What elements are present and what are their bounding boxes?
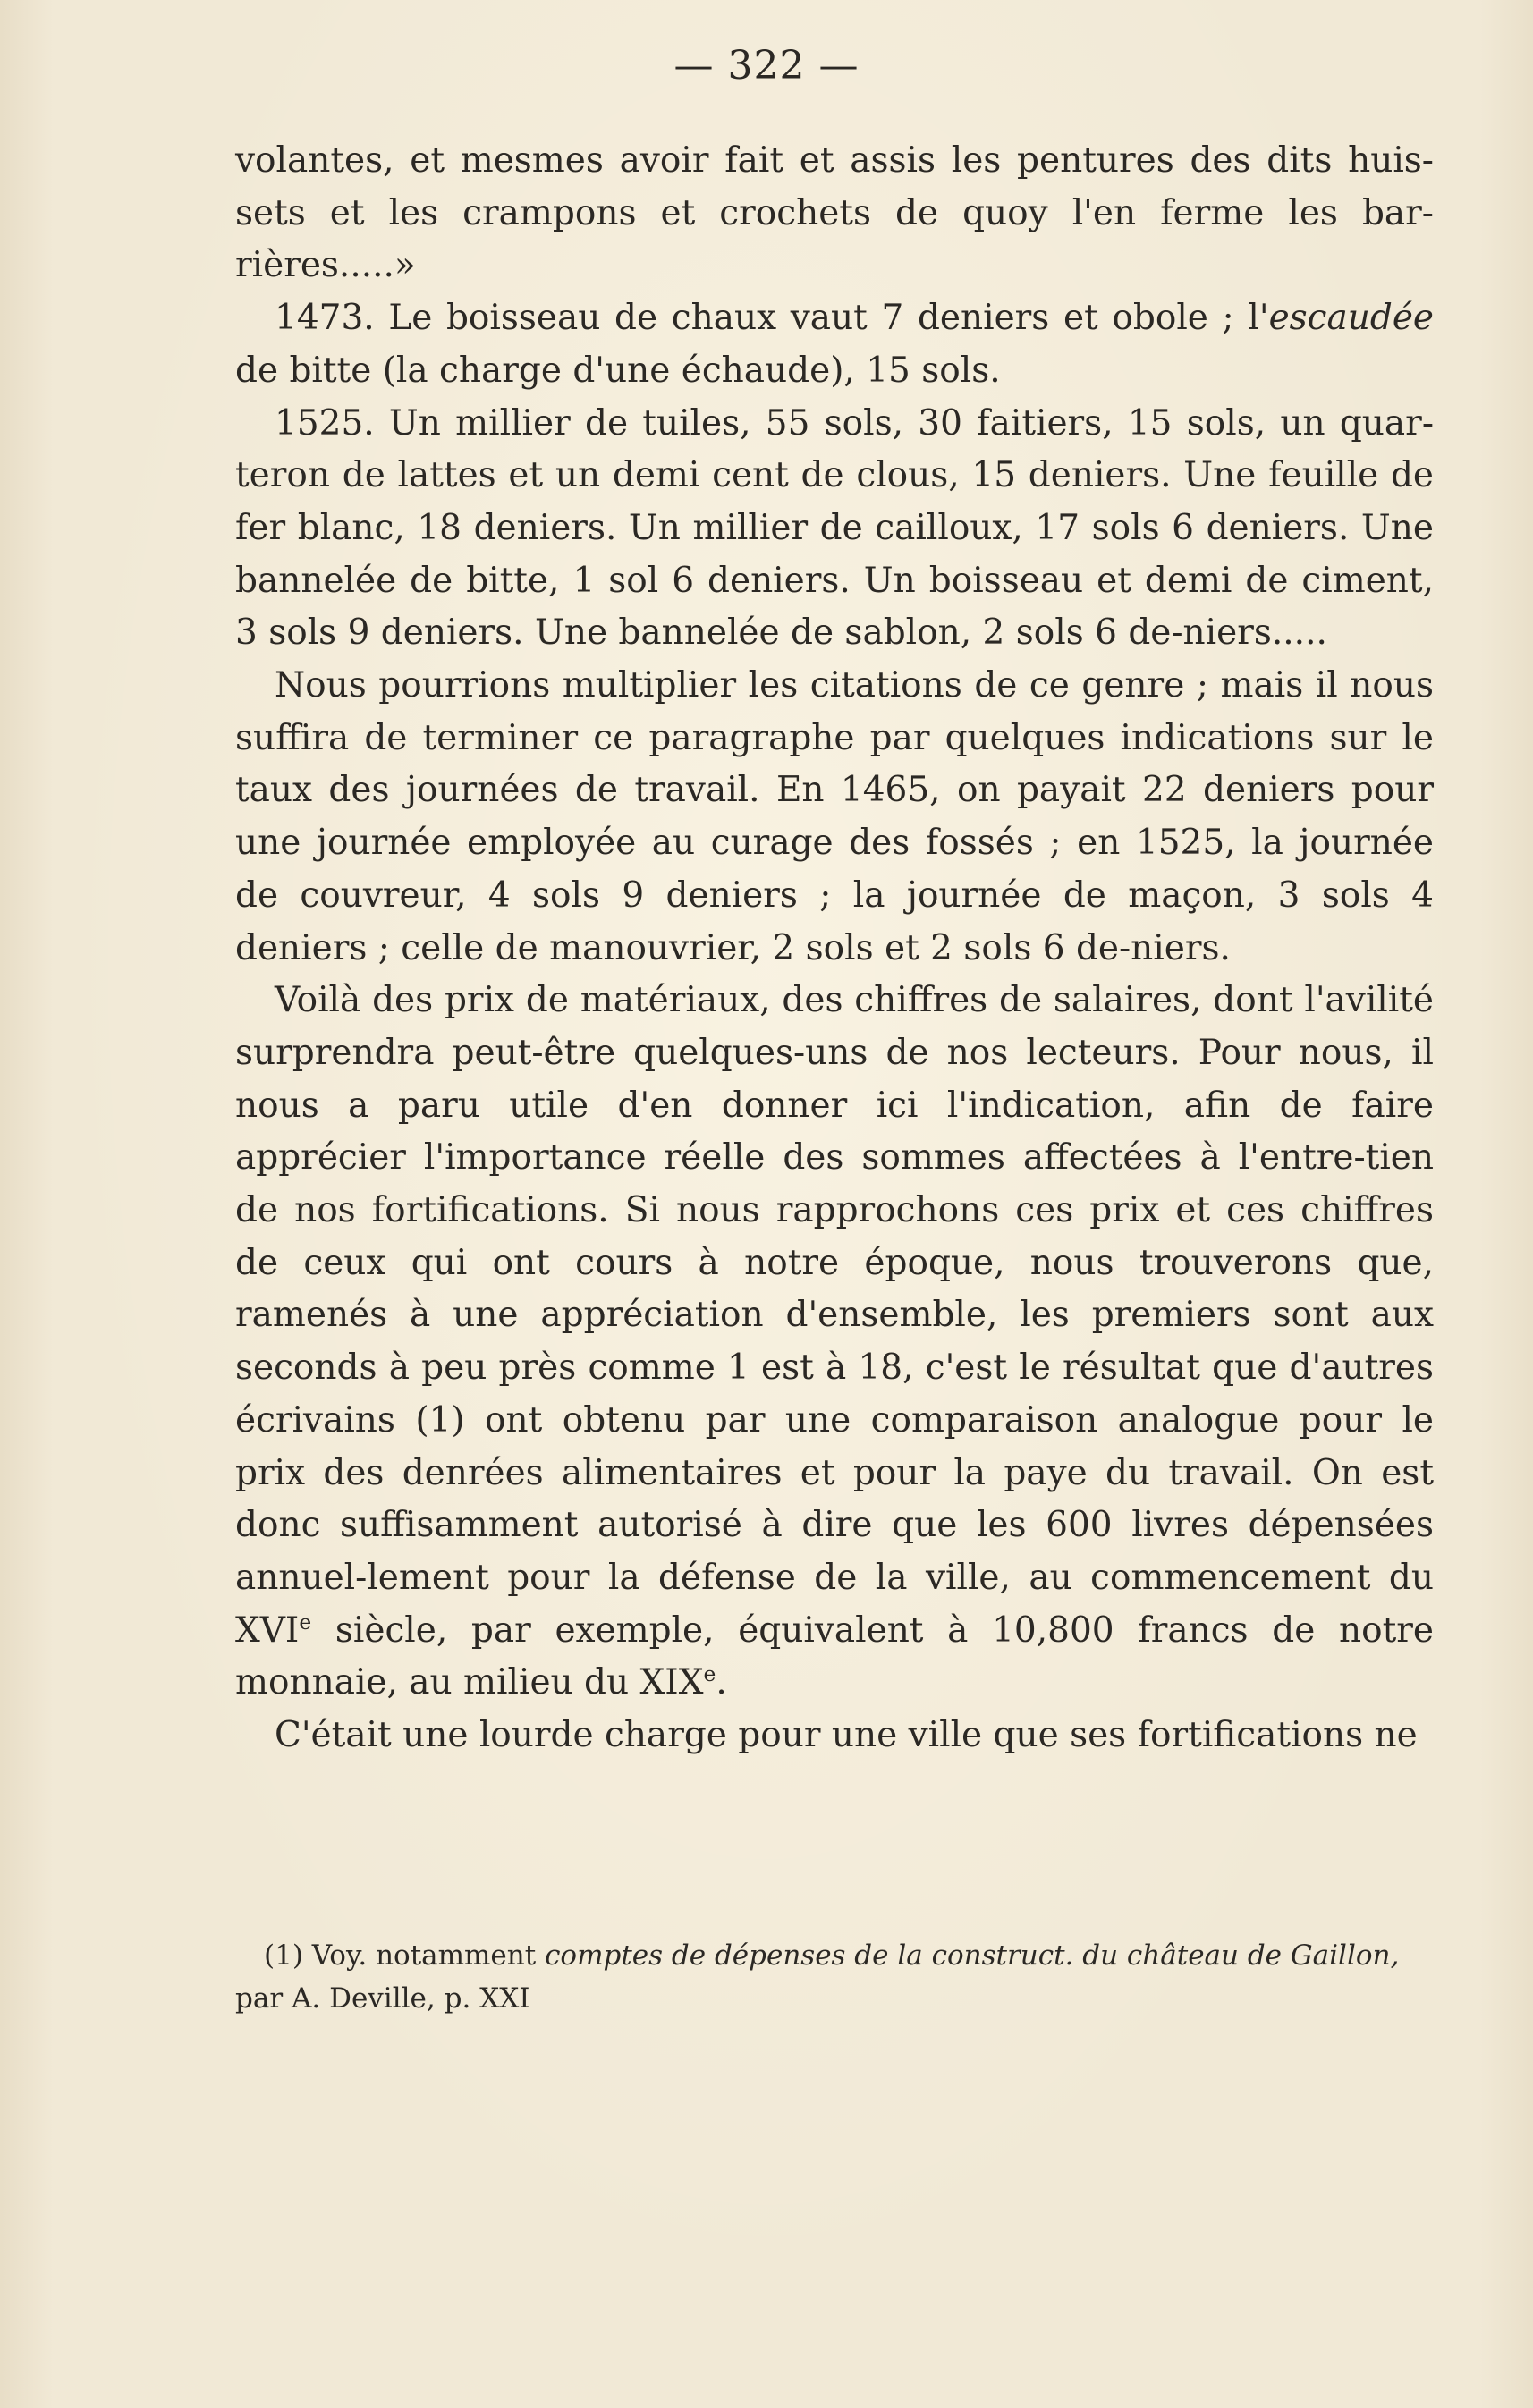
paragraph-journees: Nous pourrions multiplier les citations de ce genre ; mais il nous suffira de terminer ce paragraphe par quelques indications sur le taux des journées de travail. En 1465, on payait 22 deniers pour une journée employée au curage des fossés ; en 1525, la journée de couvreur, 4 sols 9 deniers ; la journée de maçon, 3 sols 4 deniers ; celle de manouvrier, 2 sols et 2 sols 6 de-niers.: [235, 665, 1434, 968]
footnote-text: [235, 1934, 1434, 2020]
paragraph-voila-text: Voilà des prix de matériaux, des chiffres de salaires, dont l'avilité surprendra peut-être quelques-uns de nos lecteurs. Pour nous, il nous a paru utile d'en donner ici l'indication, afin de faire apprécier l'importance réelle des sommes affectées à l'entre-tien de nos fortifications. Si nous rapprochons ces prix et ces chiffres de ceux qui ont cours à notre époque, nous trouverons que, ramenés à une appréciation d'ensemble, les premiers sont aux seconds à peu près comme 1 est à 18, c'est le résultat que d'autres écrivains (1) ont obtenu par une comparaison analogue pour le prix des denrées alimentaires et pour la paye du travail. On est donc suffisamment autorisé à dire que les 600 livres dépensées annuel-lement pour la défense de la ville, au commencement du XVI: [235, 980, 1434, 1651]
footnote-lead: (1) Voy. notamment: [264, 1939, 546, 1972]
paragraph-charge: C'était une lourde charge pour une ville que ses fortifications ne: [275, 1715, 1418, 1756]
superscript-e-2: e: [703, 1661, 716, 1687]
paragraph-voila-mid: siècle, par exemple, équivalent à 10,800 francs de notre monnaie, au milieu du XIX: [235, 1610, 1434, 1703]
paragraph-voila-end: .: [716, 1662, 727, 1703]
footnote: [235, 1934, 1434, 2020]
footnote-italic: comptes de dépenses de la construct. du château de Gaillon,: [545, 1939, 1400, 1972]
paragraph-1473-tail: de bitte (la charge d'une échaude), 15 sols.: [235, 350, 1001, 391]
page-number: — 322 —: [673, 43, 860, 89]
paragraph-voila: [235, 975, 1434, 1710]
paragraph-1525: 1525. Un millier de tuiles, 55 sols, 30 faitiers, 15 sols, un quar-teron de lattes et un demi cent de clous, 15 deniers. Une feuille de fer blanc, 18 deniers. Un millier de cailloux, 17 sols 6 deniers. Une bannelée de bitte, 1 sol 6 deniers. Un boisseau et demi de ciment, 3 sols 9 deniers. Une bannelée de sablon, 2 sols 6 de-niers.....: [235, 402, 1434, 654]
paragraph-1473-text: 1473. Le boisseau de chaux vaut 7 deniers et obole ; l': [275, 298, 1269, 339]
paragraph-1473: [235, 292, 1434, 397]
paragraph-1473-italic: escaudée: [1268, 298, 1434, 339]
paragraph-continuation: volantes, et mesmes avoir fait et assis les pentures des dits huis-sets et les crampons et crochets de quoy l'en ferme les bar-rières.....»: [235, 140, 1434, 286]
footnote-tail: par A. Deville, p. XXI: [235, 1982, 530, 2015]
superscript-e-1: e: [299, 1609, 312, 1635]
body-text: [235, 135, 1434, 1762]
